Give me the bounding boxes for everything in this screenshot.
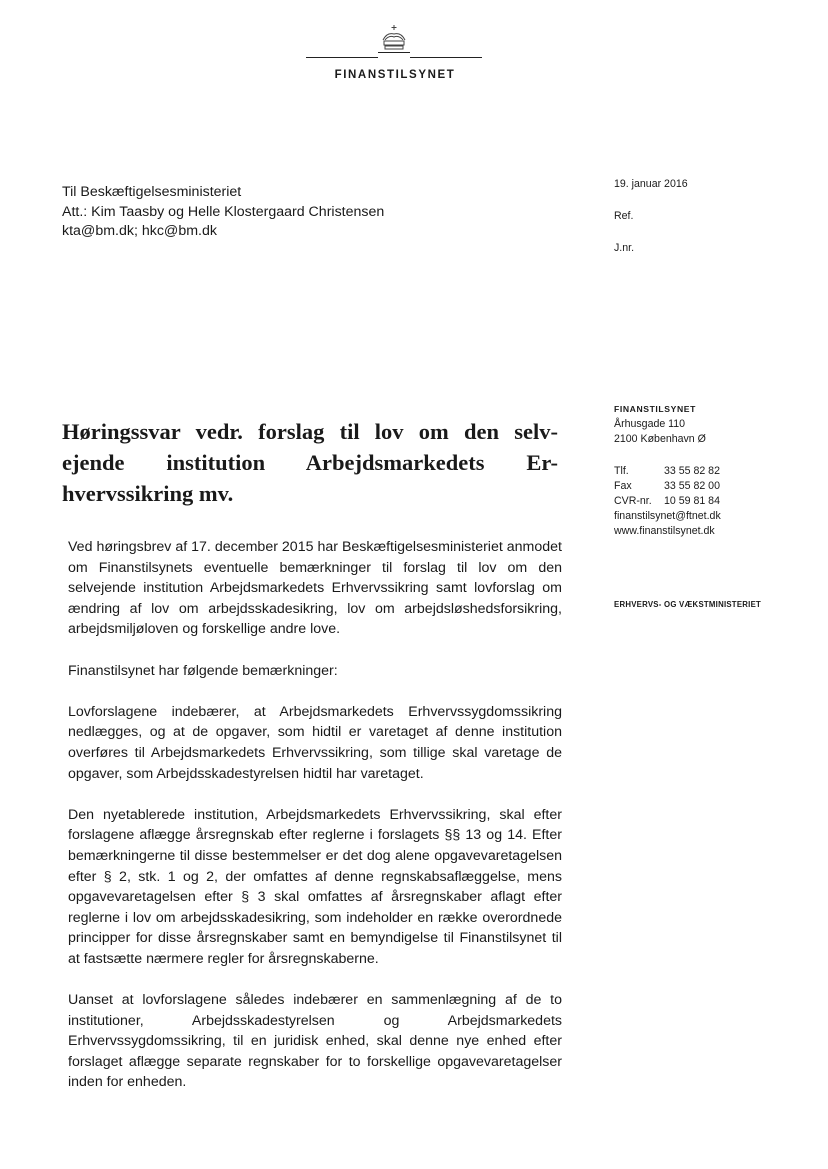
sender-block bbox=[614, 402, 721, 540]
title-line: Høringssvar vedr. forslag til lov om den selv- bbox=[62, 419, 558, 444]
letter-date: 19. januar 2016 bbox=[614, 178, 688, 190]
sender-website: www.finanstilsynet.dk bbox=[614, 525, 715, 538]
recipient-line: Att.: Kim Taasby og Helle Klostergaard Christensen bbox=[62, 203, 385, 220]
contact-key: Tlf. bbox=[614, 464, 629, 477]
jnr-label: J.nr. bbox=[614, 242, 635, 254]
body-paragraph: Den nyetablerede institution, Arbejdsmarkedets Erhvervssikring, skal efter forslagene aflægge årsregnskab efter reglerne i forslagets §§ 13 og 14. Efter bemærkningerne til disse bestemmelser er det dog alene opgavevaretagelsen efter § 2, stk. 1 og 2, der omfattes af denne regnskabsaflæggelse, mens opgavevaretagelsen efter § 3 skal omfattes af årsregnskaber aflagt efter reglerne i lov om arbejdsskadesikring, som indeholder en række overordnede principper for disse årsregnskaber samt en bemyndigelse til Finanstilsynet til at fastsætte nærmere regler for årsregnskaberne. bbox=[68, 806, 562, 967]
logo-rule-left bbox=[306, 57, 378, 58]
recipient-line: Til Beskæftigelsesministeriet bbox=[62, 184, 242, 200]
letter-title bbox=[62, 416, 558, 509]
body-paragraph: Finanstilsynet har følgende bemærkninger: bbox=[68, 662, 338, 679]
body-paragraph: Lovforslagene indebærer, at Arbejdsmarkedets Erhvervssygdomssikring nedlægges, og at de opgaver, som hidtil er varetaget af denne institution overføres til Arbejdsmarkedets Erhvervssikring, som tillige skal varetage de opgaver, som Arbejdsskadestyrelsen hidtil har varetaget. bbox=[68, 703, 562, 782]
sender-city: 2100 København Ø bbox=[614, 433, 706, 446]
recipient-email-line: kta@bm.dk; hkc@bm.dk bbox=[62, 223, 217, 239]
sender-email: finanstilsynet@ftnet.dk bbox=[614, 510, 721, 523]
sender-name: FINANSTILSYNET bbox=[614, 404, 696, 414]
contact-value: 33 55 82 00 bbox=[664, 479, 720, 492]
contact-phone bbox=[614, 464, 721, 479]
ref-label: Ref. bbox=[614, 210, 634, 222]
logo-wordmark: FINANSTILSYNET bbox=[334, 69, 456, 81]
recipient-block bbox=[62, 183, 384, 242]
contact-value: 33 55 82 82 bbox=[664, 464, 720, 477]
logo-rule-right bbox=[410, 57, 482, 58]
ministry-name: ERHVERVS- OG VÆKSTMINISTERIET bbox=[614, 600, 762, 609]
sender-street: Århusgade 110 bbox=[614, 418, 686, 431]
logo-rule-center bbox=[378, 52, 410, 53]
contact-value: 10 59 81 84 bbox=[664, 495, 720, 508]
body-paragraph: Ved høringsbrev af 17. december 2015 har Beskæftigelsesministeriet anmodet om Finanstilsynets eventuelle bemærkninger til forslag til lov om den selvejende institution Arbejdsmarkedets Erhvervssikring samt lovforslag om ændring af lov om arbejdsskadesikring, lov om arbejdsløshedsforsikring, arbejdsmiljøloven og forskellige andre love. bbox=[68, 539, 562, 638]
letter-body bbox=[68, 537, 562, 1114]
title-line: hvervssikring mv. bbox=[62, 481, 234, 506]
letter-meta bbox=[614, 178, 688, 274]
contact-cvr bbox=[614, 494, 721, 509]
title-line: ejende institution Arbejdsmarkedets Er- bbox=[62, 450, 558, 475]
contact-key: CVR-nr. bbox=[614, 495, 652, 508]
contact-key: Fax bbox=[614, 479, 632, 492]
crown-logo-icon bbox=[379, 24, 409, 52]
body-paragraph: Uanset at lovforslagene således indebærer en sammenlægning af de to institutioner, Arbejdsskadestyrelsen og Arbejdsmarkedets Erhvervssygdomssikring, til en juridisk enhed, skal denne nye enhed efter forslaget aflægge separate regnskaber for to forskellige opgavevaretagelser inden for enheden. bbox=[68, 992, 562, 1091]
contact-fax bbox=[614, 479, 721, 494]
